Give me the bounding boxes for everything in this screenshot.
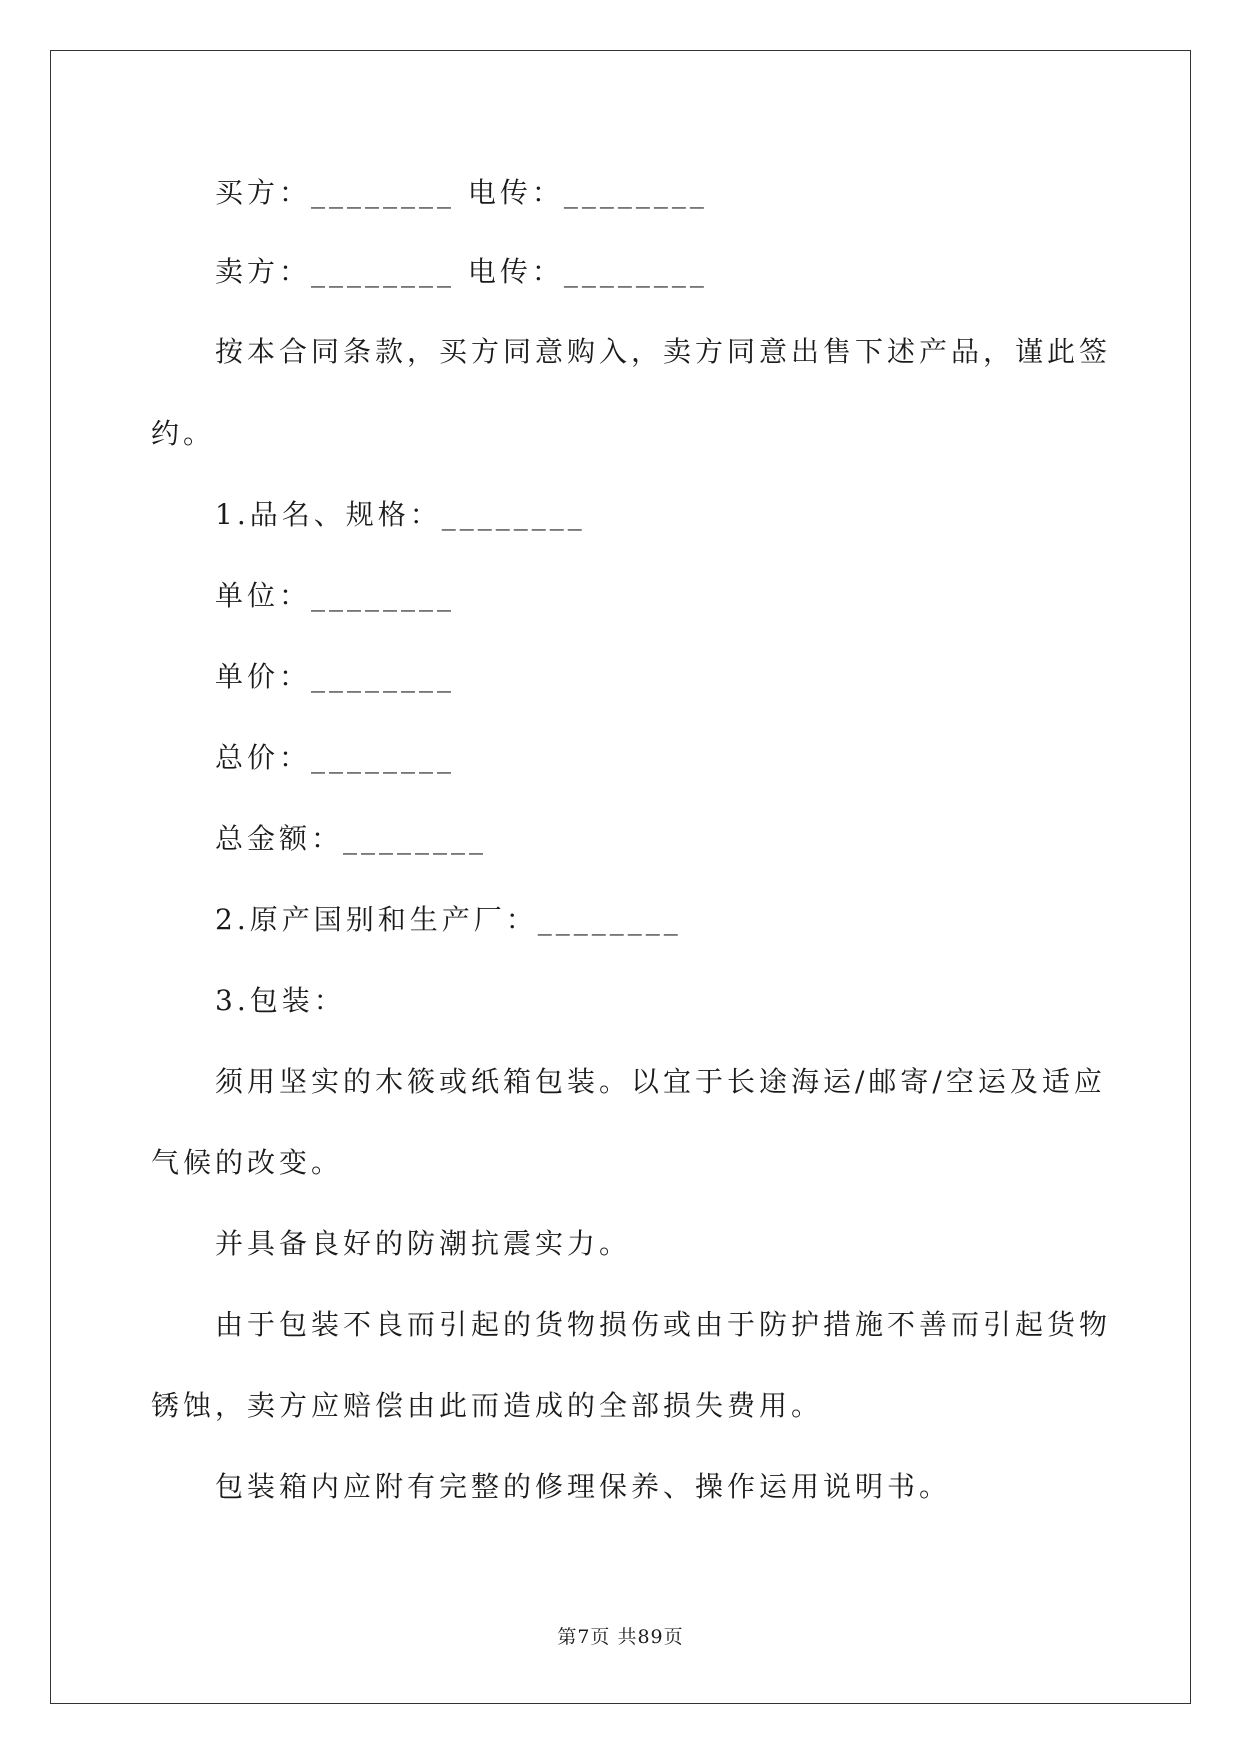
buyer-line: 买方：________ 电传：________	[215, 176, 708, 209]
unit-price-line: 单价：________	[215, 660, 456, 693]
packaging-paragraph-1-line-2: 气候的改变。	[151, 1146, 344, 1179]
packaging-paragraph-4: 包装箱内应附有完整的修理保养、操作运用说明书。	[215, 1470, 952, 1503]
agreement-paragraph-line-1: 按本合同条款，买方同意购入，卖方同意出售下述产品，谨此签	[215, 335, 1112, 368]
page-border	[50, 50, 1191, 1704]
origin-manufacturer-line: 2.原产国别和生产厂：________	[215, 903, 682, 936]
total-amount-line: 总金额：________	[215, 822, 488, 855]
packaging-paragraph-3-line-1: 由于包装不良而引起的货物损伤或由于防护措施不善而引起货物	[215, 1308, 1112, 1341]
seller-line: 卖方：________ 电传：________	[215, 255, 708, 288]
product-name-spec-line: 1.品名、规格：________	[215, 498, 586, 531]
total-price-line: 总价：________	[215, 741, 456, 774]
page-number-footer: 第7页 共89页	[557, 1626, 684, 1648]
unit-line: 单位：________	[215, 579, 456, 612]
packaging-heading: 3.包装：	[215, 984, 346, 1017]
packaging-paragraph-3-line-2: 锈蚀，卖方应赔偿由此而造成的全部损失费用。	[151, 1389, 824, 1422]
agreement-paragraph-line-2: 约。	[151, 417, 216, 450]
packaging-paragraph-2: 并具备良好的防潮抗震实力。	[215, 1227, 632, 1260]
packaging-paragraph-1-line-1: 须用坚实的木筱或纸箱包装。以宜于长途海运/邮寄/空运及适应	[215, 1065, 1106, 1098]
